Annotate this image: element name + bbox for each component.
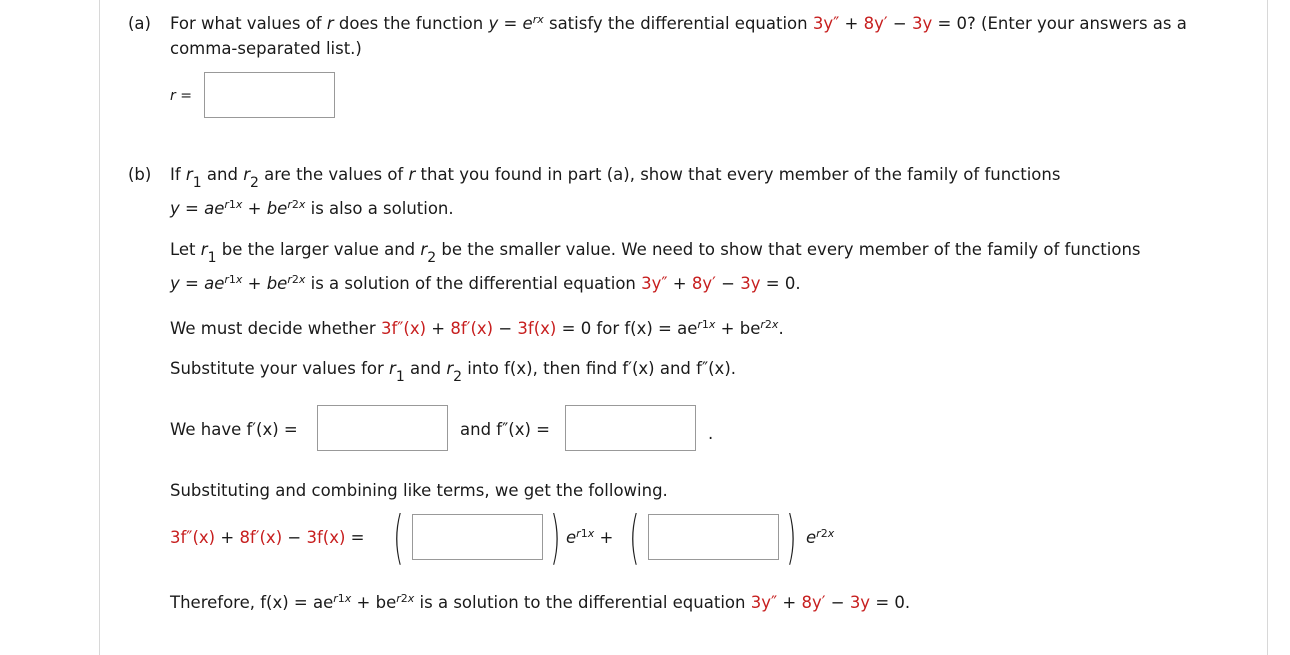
and-fdouble-label: and f″(x) =	[460, 420, 550, 439]
e-r1x-term: $e^{r1x}$ +	[566, 527, 614, 547]
fdouble-input[interactable]	[565, 405, 696, 451]
combined-lhs: 3f″(x) + 8f′(x) − 3f(x) =	[170, 528, 365, 547]
coef-r2-input[interactable]	[648, 514, 779, 560]
fprime-input[interactable]	[317, 405, 448, 451]
part-a-question-line2: comma-separated list.)	[170, 39, 362, 58]
right-paren-1: )	[550, 503, 561, 571]
r-values-input[interactable]	[204, 72, 335, 118]
we-have-fprime-label: We have f′(x) =	[170, 420, 298, 439]
right-border	[1267, 0, 1268, 655]
coef-r1-input[interactable]	[412, 514, 543, 560]
left-paren-1: (	[393, 503, 404, 571]
part-b-intro: If $r_1$ and $r_2$ are the values of r that you found in part (a), show that every member of the family of functions	[170, 165, 1061, 191]
must-decide-line: We must decide whether 3f″(x) + 8f′(x) − 3f(x) = 0 for $f(x) = ae^{r1x} + be^{r2x}$.	[170, 318, 784, 338]
part-a-label: (a)	[128, 14, 151, 33]
let-r-line: Let $r_1$ be the larger value and $r_2$ be the smaller value. We need to show that every member of the family of functions	[170, 240, 1141, 266]
left-border	[99, 0, 100, 655]
e-r2x-term: $e^{r2x}$	[806, 527, 835, 547]
therefore-line: Therefore, $f(x) = ae^{r1x} + be^{r2x}$ is a solution to the differential equation 3y″ + 8y′ − 3y = 0.	[170, 592, 911, 612]
substitute-line: Substitute your values for $r_1$ and $r_2$ into f(x), then find f′(x) and f″(x).	[170, 359, 736, 385]
r-label: r =	[170, 88, 192, 104]
part-a-question: For what values of r does the function $y = e^{rx}$ satisfy the differential equation 3y″ + 8y′ − 3y = 0? (Enter your answers as a	[170, 13, 1187, 33]
solution-of-line: $y = ae^{r1x} + be^{r2x}$ is a solution of the differential equation 3y″ + 8y′ − 3y = 0.	[170, 273, 801, 293]
substituting-line: Substituting and combining like terms, we get the following.	[170, 481, 668, 500]
part-b-label: (b)	[128, 165, 152, 184]
left-paren-2: (	[629, 503, 640, 571]
right-paren-2: )	[786, 503, 797, 571]
period-mark: .	[708, 424, 714, 443]
family-function-line: $y = ae^{r1x} + be^{r2x}$ is also a solution.	[170, 198, 454, 218]
